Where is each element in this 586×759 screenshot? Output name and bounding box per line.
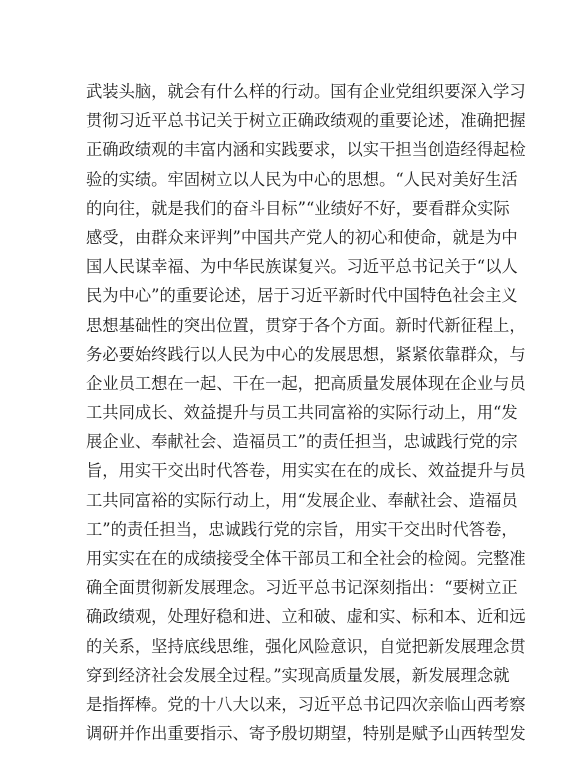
text-line: 验的实绩。牢固树立以人民为中心的思想。“人民对美好生活	[86, 169, 518, 189]
text-line: 展企业、奉献社会、造福员工”的责任担当，忠诚践行党的宗	[86, 432, 518, 452]
body-text	[86, 77, 526, 748]
text-line: 贯彻习近平总书记关于树立正确政绩观的重要论述，准确把握	[86, 111, 526, 131]
text-line: 工共同成长、效益提升与员工共同富裕的实际行动上，用“发	[86, 403, 518, 423]
text-line: 企业员工想在一起、干在一起，把高质量发展体现在企业与员	[86, 373, 526, 393]
text-line: 确全面贯彻新发展理念。习近平总书记深刻指出：“要树立正	[86, 578, 518, 598]
text-line: 感受，由群众来评判”中国共产党人的初心和使命，就是为中	[86, 227, 518, 247]
text-line: 思想基础性的突出位置，贯穿于各个方面。新时代新征程上，	[86, 315, 526, 335]
text-line: 的向往，就是我们的奋斗目标”“业绩好不好，要看群众实际	[86, 198, 510, 218]
text-line: 旨，用实干交出时代答卷，用实实在在的成长、效益提升与员	[86, 461, 526, 481]
text-line: 的关系，坚持底线思维，强化风险意识，自觉把新发展理念贯	[86, 636, 526, 656]
text-line: 穿到经济社会发展全过程。”实现高质量发展，新发展理念就	[86, 665, 510, 685]
text-line: 调研并作出重要指示、寄予殷切期望，特别是赋予山西转型发	[86, 724, 526, 744]
text-line: 务必要始终践行以人民为中心的发展思想，紧紧依靠群众，与	[86, 344, 526, 364]
text-line: 工共同富裕的实际行动上，用“发展企业、奉献社会、造福员	[86, 490, 518, 510]
text-line: 民为中心”的重要论述，居于习近平新时代中国特色社会主义	[86, 286, 518, 306]
text-line: 是指挥棒。党的十八大以来，习近平总书记四次亲临山西考察	[86, 694, 526, 714]
text-line: 国人民谋幸福、为中华民族谋复兴。习近平总书记关于“以人	[86, 257, 518, 277]
text-line: 武装头脑，就会有什么样的行动。国有企业党组织要深入学习	[86, 82, 526, 101]
text-line: 正确政绩观的丰富内涵和实践要求，以实干担当创造经得起检	[86, 140, 526, 160]
text-line: 用实实在在的成绩接受全体干部员工和全社会的检阅。完整准	[86, 549, 526, 568]
text-line: 确政绩观，处理好稳和进、立和破、虚和实、标和本、近和远	[86, 607, 526, 627]
text-line: 工”的责任担当，忠诚践行党的宗旨，用实干交出时代答卷，	[86, 519, 518, 539]
